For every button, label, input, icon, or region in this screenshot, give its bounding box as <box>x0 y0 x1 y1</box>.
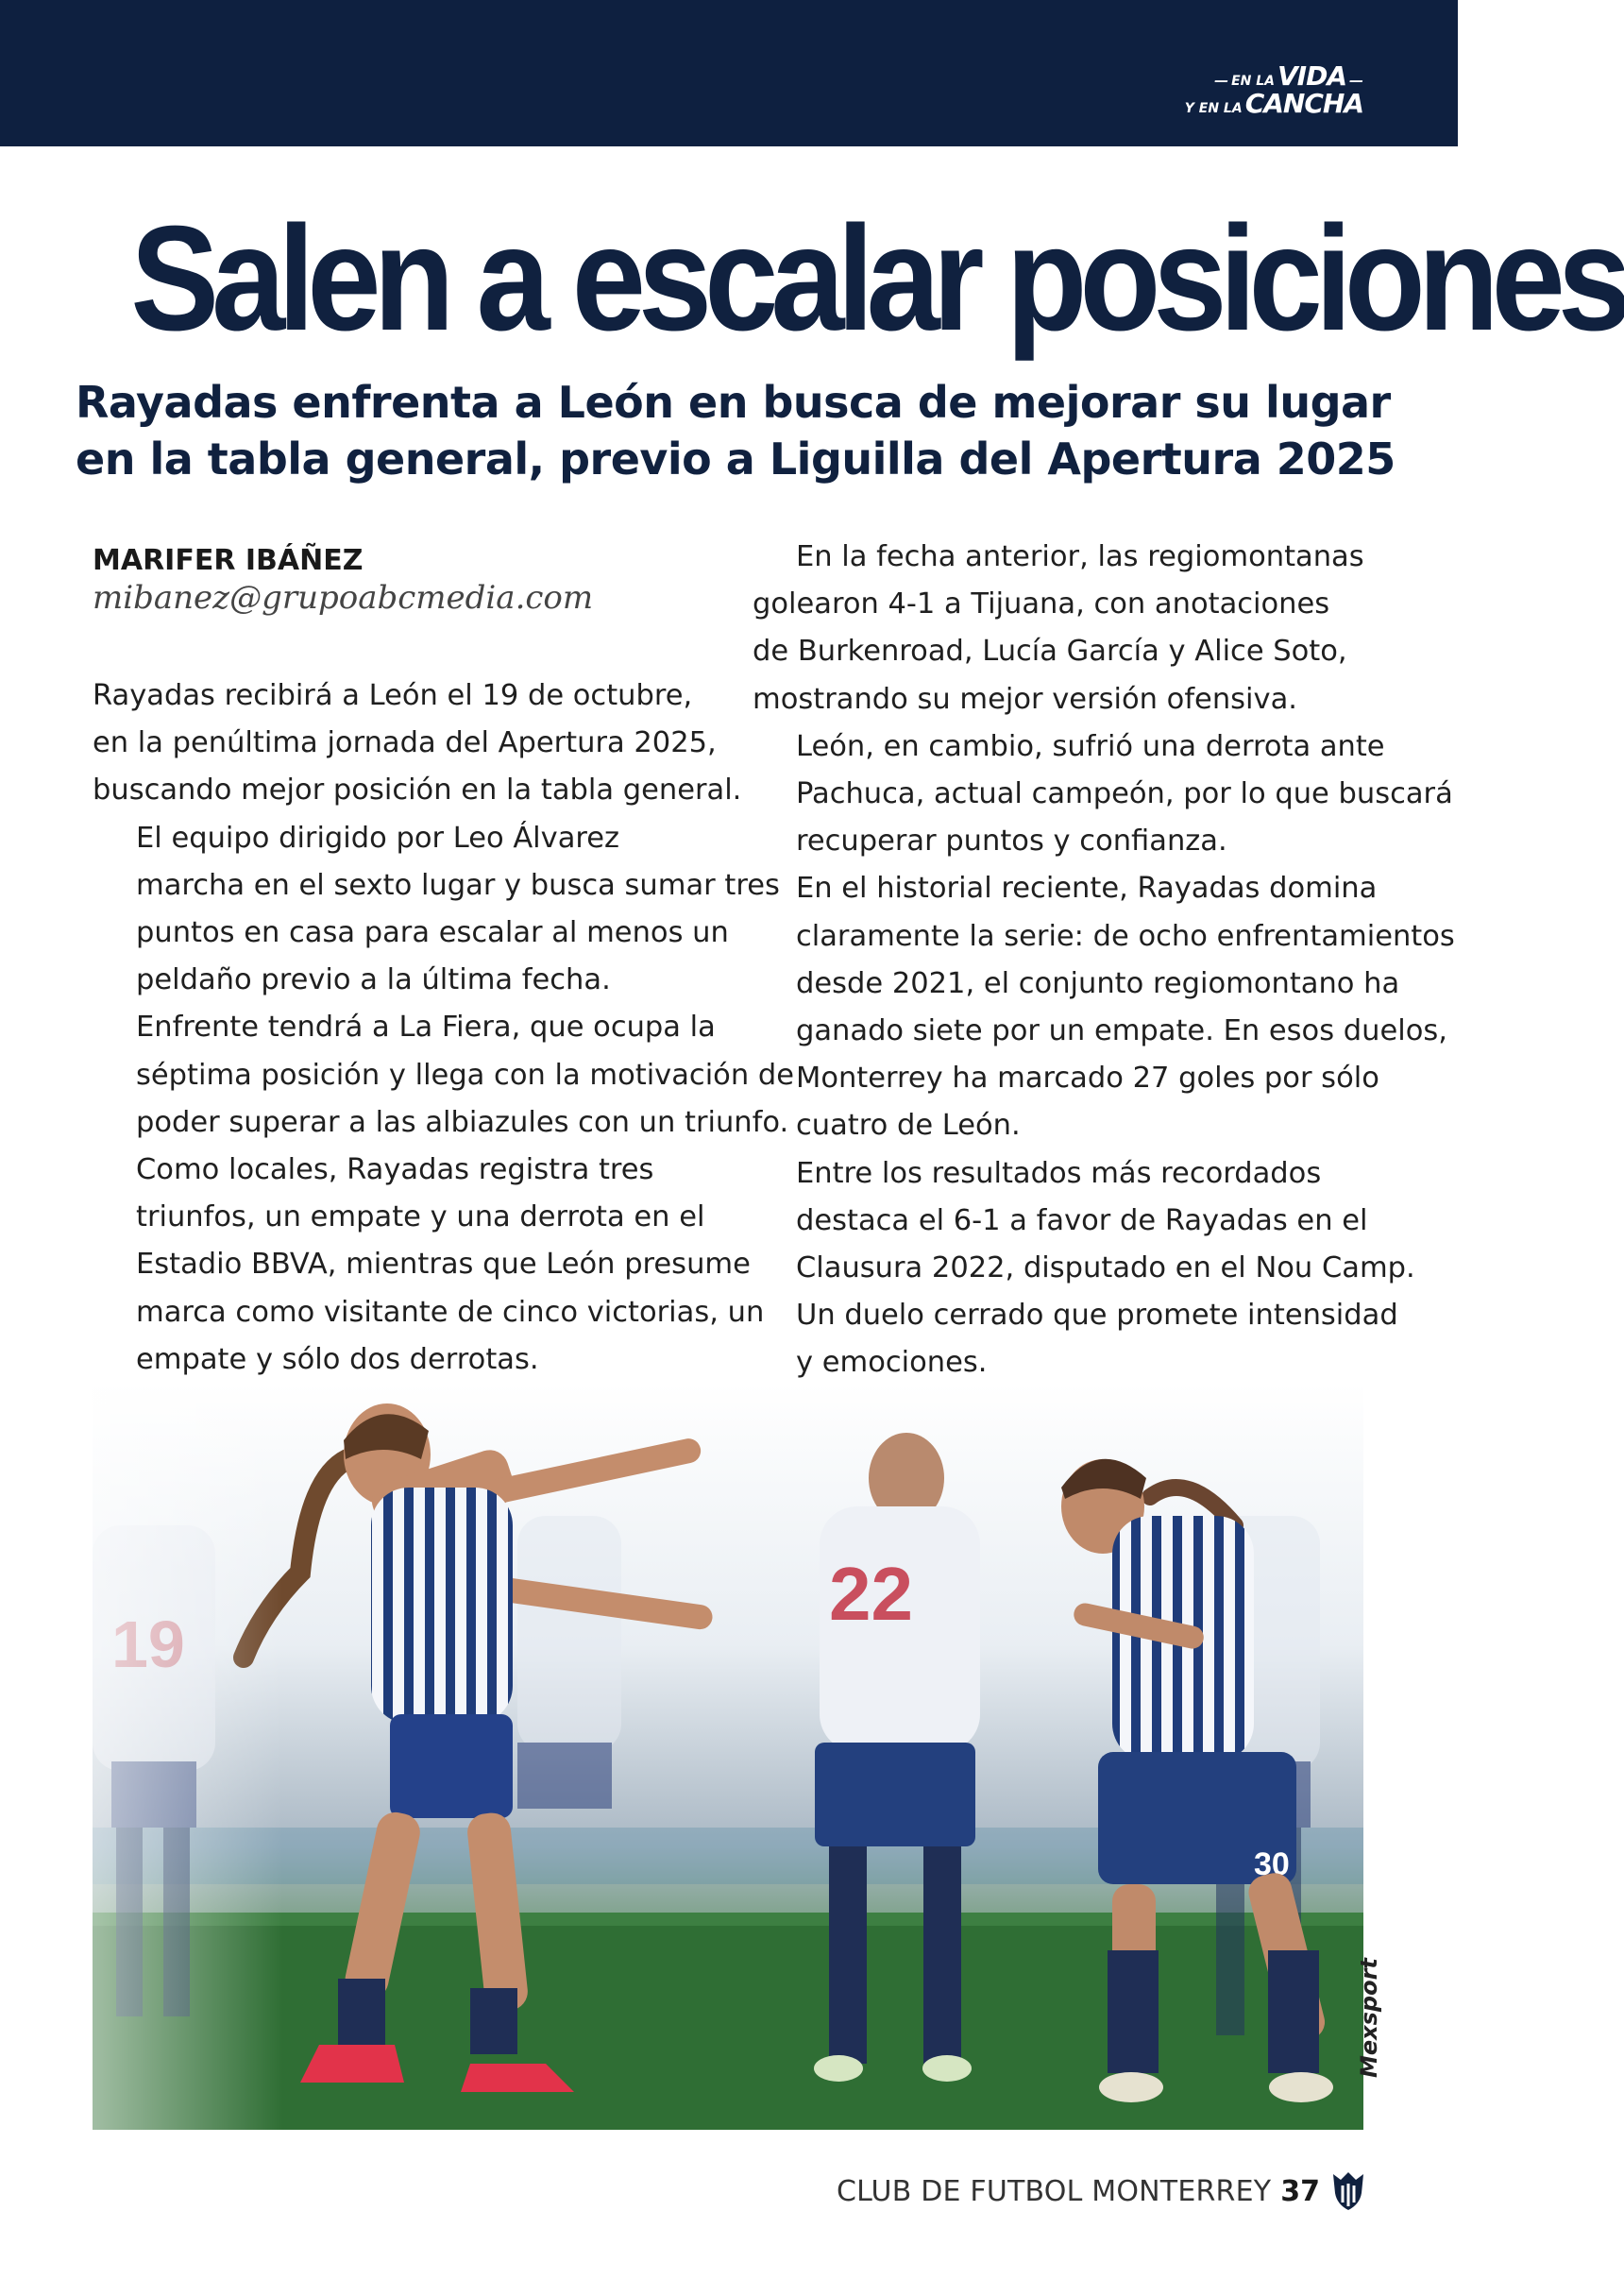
body-line: Monterrey ha marcado 27 goles por sólo <box>796 1062 1379 1096</box>
body-line: Rayadas recibirá a León el 19 de octubre, <box>93 679 693 712</box>
photo-illustration <box>93 1384 1363 2130</box>
body-line: poder superar a las albiazules con un triunfo. <box>136 1105 789 1139</box>
body-paragraph <box>93 1004 794 1147</box>
body-line: ganado siete por un empate. En esos duelos, <box>796 1014 1447 1048</box>
body-line: En el historial reciente, Rayadas domina <box>796 872 1378 906</box>
body-line: Pachuca, actual campeón, por lo que buscará <box>796 777 1453 811</box>
body-line: Como locales, Rayadas registra tres <box>136 1153 654 1187</box>
page-footer <box>837 2168 1367 2215</box>
body-line: destaca el 6-1 a favor de Rayadas en el <box>796 1203 1368 1237</box>
body-paragraph <box>93 1147 765 1384</box>
body-paragraph <box>93 815 780 1005</box>
author-name: MARIFER IBÁÑEZ <box>93 544 364 577</box>
rayados-crest-icon <box>1329 2170 1367 2212</box>
body-paragraph <box>753 865 1455 1149</box>
header-bar <box>0 0 1458 146</box>
body-line: y emociones. <box>796 1346 988 1380</box>
body-line: recuperar puntos y confianza. <box>796 825 1227 859</box>
body-line: mostrando su mejor versión ofensiva. <box>753 682 1297 716</box>
body-line: golearon 4-1 a Tijuana, con anotaciones <box>753 587 1330 621</box>
celebration-photo <box>93 1384 1363 2130</box>
slogan-prefix-2: Y EN LA <box>1184 101 1243 116</box>
body-paragraph <box>753 534 1404 723</box>
body-line: peldaño previo a la última fecha. <box>136 963 611 997</box>
body-paragraph <box>753 723 1453 866</box>
body-line: séptima posición y llega con la motivación de <box>136 1058 794 1092</box>
page-number: 37 <box>1280 2174 1320 2208</box>
author-email: mibanez@grupoabcmedia.com <box>93 579 594 617</box>
body-column-left <box>93 672 794 1384</box>
body-line: cuatro de León. <box>796 1109 1021 1143</box>
byline <box>93 543 659 617</box>
article-subtitle <box>76 374 1396 487</box>
body-line: empate y sólo dos derrotas. <box>136 1342 539 1376</box>
body-line: Un duelo cerrado que promete intensidad <box>796 1299 1398 1333</box>
body-line: triunfos, un empate y una derrota en el <box>136 1200 705 1234</box>
body-line: de Burkenroad, Lucía García y Alice Soto, <box>753 635 1347 669</box>
body-line: marcha en el sexto lugar y busca sumar tres <box>136 868 780 902</box>
slogan-word-2: CANCHA <box>1244 88 1363 119</box>
subtitle-line: en la tabla general, previo a Liguilla del Apertura 2025 <box>76 434 1396 485</box>
body-line: puntos en casa para escalar al menos un <box>136 916 729 950</box>
body-line: en la penúltima jornada del Apertura 2025, <box>93 726 717 760</box>
photo-credit: Mexsport <box>1356 1958 1382 2078</box>
body-line: El equipo dirigido por Leo Álvarez <box>136 821 620 855</box>
body-line: Clausura 2022, disputado en el Nou Camp. <box>796 1251 1415 1285</box>
body-line: claramente la serie: de ocho enfrentamientos <box>796 919 1455 953</box>
body-line: Estadio BBVA, mientras que León presume <box>136 1248 751 1282</box>
publication-name: CLUB DE FUTBOL MONTERREY <box>836 2174 1272 2208</box>
slogan-logo: — EN LA VIDA — Y EN LA CANCHA <box>1184 60 1363 119</box>
body-line: León, en cambio, sufrió una derrota ante <box>796 729 1385 763</box>
slogan-word-1: VIDA <box>1277 60 1346 92</box>
body-paragraph <box>753 1150 1415 1293</box>
article-title: Salen a escalar posiciones <box>130 196 1624 362</box>
body-line: marca como visitante de cinco victorias, un <box>136 1295 765 1329</box>
body-column-right <box>753 534 1455 1387</box>
body-line: desde 2021, el conjunto regiomontano ha <box>796 966 1400 1000</box>
body-paragraph <box>753 1292 1404 1386</box>
body-line: En la fecha anterior, las regiomontanas <box>796 540 1364 573</box>
body-line: buscando mejor posición en la tabla general. <box>93 774 742 808</box>
slogan-prefix-1: EN LA <box>1231 74 1275 89</box>
subtitle-line: Rayadas enfrenta a León en busca de mejorar su lugar <box>76 377 1391 428</box>
body-paragraph <box>93 672 744 815</box>
body-line: Enfrente tendrá a La Fiera, que ocupa la <box>136 1011 716 1045</box>
body-line: Entre los resultados más recordados <box>796 1156 1322 1190</box>
